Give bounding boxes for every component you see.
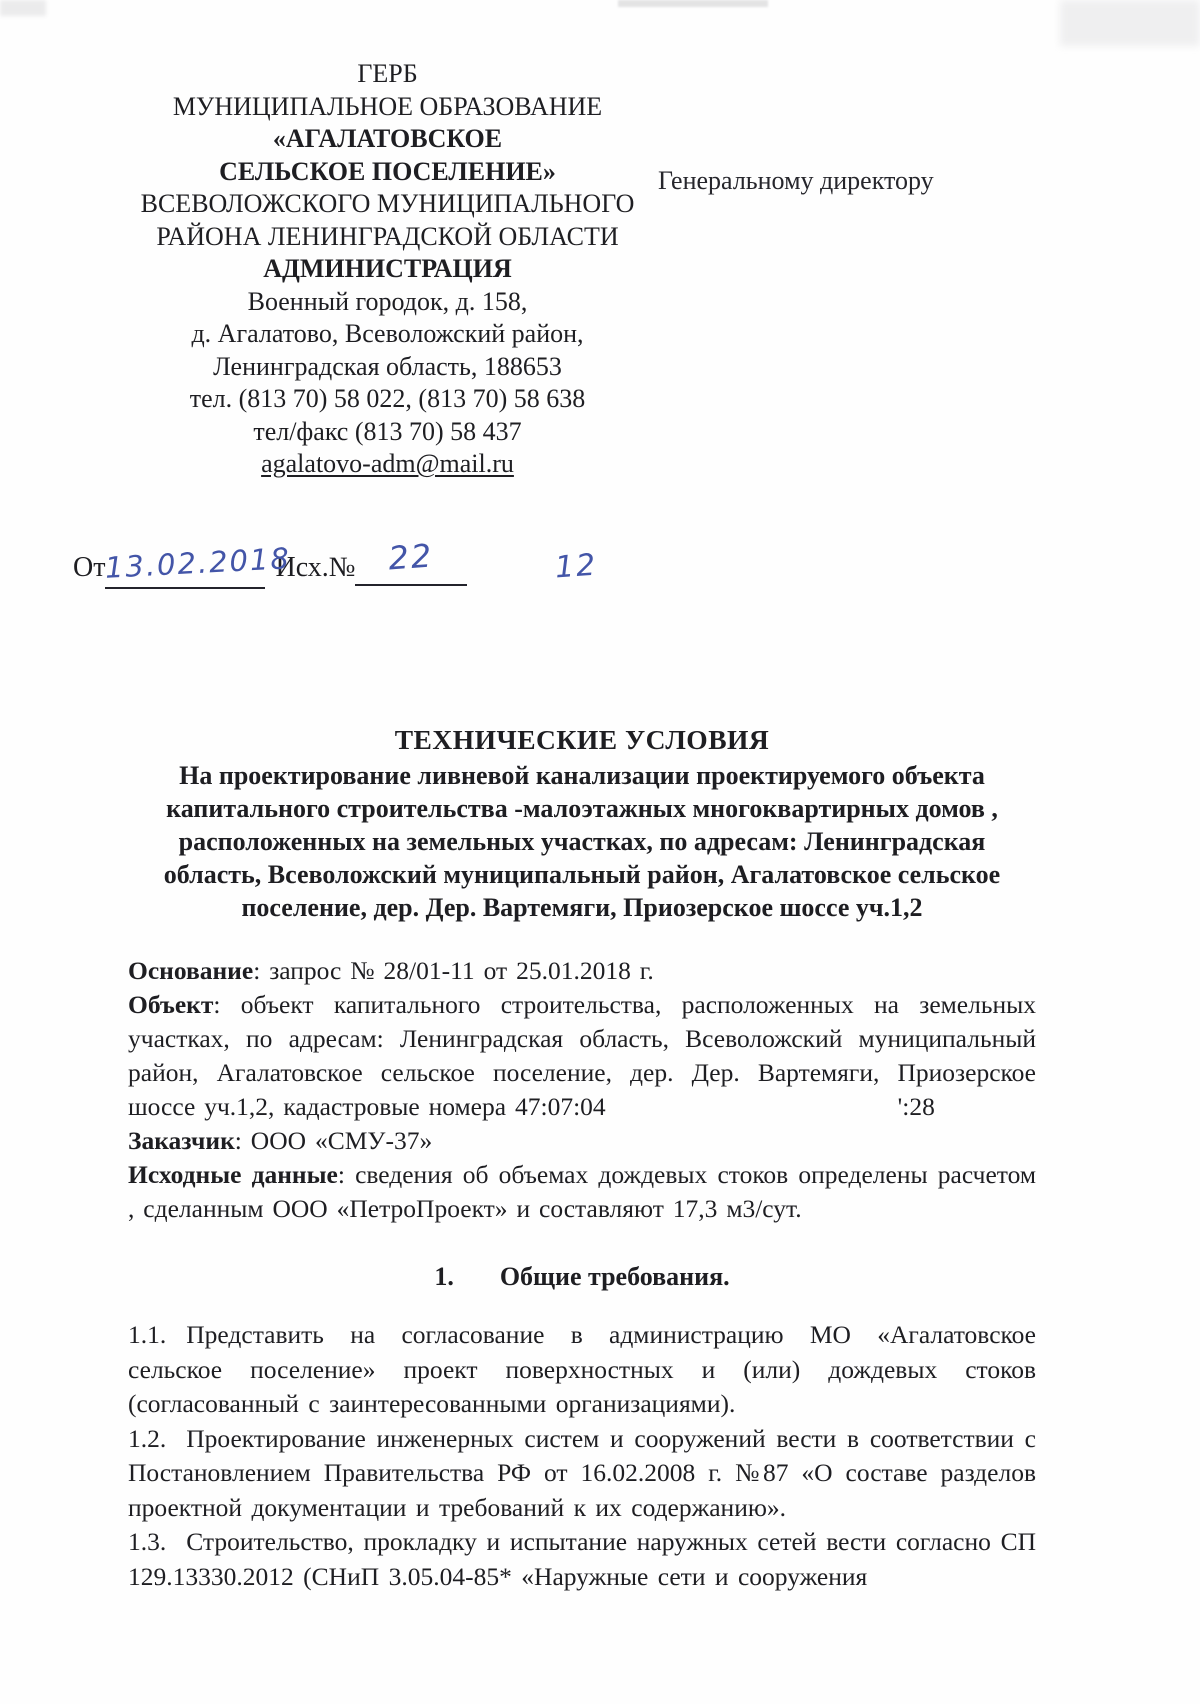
detail-text: : ООО «СМУ-37»: [234, 1126, 433, 1155]
detail-initial-data: [128, 1158, 1036, 1226]
outgoing-number-blank: [355, 536, 467, 586]
letterhead-line: ВСЕВОЛОЖСКОГО МУНИЦИПАЛЬНОГО: [140, 189, 635, 218]
detail-label: Основание: [128, 956, 254, 985]
letterhead-line: «АГАЛАТОВСКОЕ: [272, 124, 503, 153]
document-subject: На проектирование ливневой канализации проектируемого объекта капитального строительства -малоэтажных многоквартирных домов , расположенных на земельных участках, по адресам: Ленинградская область, Всеволожский муниципальный район, Агалатовское сельское поселение, дер. Дер. Вартемяги, Приозерское шоссе уч.1,2: [163, 761, 1001, 922]
clause-text: Представить на согласование в администрацию МО «Агалатовское сельское поселение» проект поверхностных и (или) дождевых стоков (согласованный с заинтересованными организациями).: [128, 1320, 1036, 1418]
reference-line: [73, 536, 599, 589]
letterhead-line: ГЕРБ: [357, 59, 418, 88]
recipient-line: Генеральному директору: [658, 166, 934, 195]
handwritten-extra-number: 12: [554, 547, 599, 586]
detail-label: Объект: [128, 990, 214, 1019]
clause-text: Строительство, прокладку и испытание наружных сетей вести согласно СП 129.13330.2012 (СНиП 3.05.04-85* «Наружные сети и сооружения: [128, 1527, 1036, 1591]
detail-text: : запрос № 28/01-11 от 25.01.2018 г.: [253, 956, 654, 985]
detail-basis: [128, 954, 1036, 988]
letterhead-line: АДМИНИСТРАЦИЯ: [263, 254, 512, 283]
detail-customer: [128, 1124, 1036, 1158]
document-body: [128, 724, 1036, 1594]
scan-artifact: [1060, 0, 1200, 46]
detail-object: [128, 988, 1036, 1124]
clause-1-2: [128, 1422, 1036, 1526]
detail-text: : объект капитального строительства, расположенных на земельных участках, по адресам: Ленинградская область, Всеволожский муниципальный район, Агалатовское сельское поселение, дер. Дер. Вартемяги, Приозерское шоссе уч.1,2, кадастровые номера 47:07:04: [128, 990, 1036, 1121]
date-label: От: [73, 552, 106, 583]
date-blank: [104, 541, 293, 589]
letterhead-line: РАЙОНА ЛЕНИНГРАДСКОЙ ОБЛАСТИ: [156, 221, 619, 251]
letterhead-email: agalatovo-adm@mail.ru: [261, 449, 514, 478]
handwritten-date: 13.02.2018: [104, 541, 293, 585]
detail-label: Исходные данные: [128, 1160, 338, 1189]
letterhead-line: МУНИЦИПАЛЬНОЕ ОБРАЗОВАНИЕ: [172, 91, 603, 121]
document-title: ТЕХНИЧЕСКИЕ УСЛОВИЯ: [394, 724, 770, 755]
clause-number: 1.1.: [128, 1320, 167, 1349]
outgoing-number-label: Исх.№: [275, 552, 356, 583]
clause-number: 1.2.: [128, 1423, 167, 1453]
clause-number: 1.3.: [128, 1527, 167, 1556]
scan-artifact: [618, 0, 768, 7]
letterhead-address-line: д. Агалатово, Всеволожский район,: [191, 319, 584, 348]
section-number: 1.: [434, 1262, 454, 1291]
section-title: Общие требования.: [499, 1262, 730, 1291]
letterhead-address-line: Военный городок, д. 158,: [247, 286, 528, 316]
letterhead: [55, 58, 720, 481]
letterhead-address-line: Ленинградская область, 188653: [213, 351, 562, 381]
clause-text: Проектирование инженерных систем и сооружений вести в соответствии с Постановлением Правительства РФ от 16.02.2008 г. №87 «О составе разделов проектной документации и требований к их содержанию».: [128, 1423, 1036, 1522]
handwritten-outgoing-number: 22: [387, 536, 435, 578]
cadastral-number-tail: ':28: [897, 1092, 935, 1121]
letterhead-phone-line: тел. (813 70) 58 022, (813 70) 58 638: [189, 384, 586, 413]
letterhead-fax-line: тел/факс (813 70) 58 437: [253, 416, 522, 446]
clause-1-3: [128, 1525, 1036, 1594]
scan-artifact: [0, 0, 46, 16]
clause-1-1: [128, 1318, 1036, 1422]
detail-text: : сведения об объемах дождевых стоков определены расчетом , сделанным ООО «ПетроПроект» и составляют 17,3 м3/сут.: [128, 1160, 1036, 1223]
section-heading: [128, 1262, 1036, 1292]
detail-label: Заказчик: [128, 1126, 235, 1155]
letterhead-line: СЕЛЬСКОЕ ПОСЕЛЕНИЕ»: [219, 156, 556, 186]
